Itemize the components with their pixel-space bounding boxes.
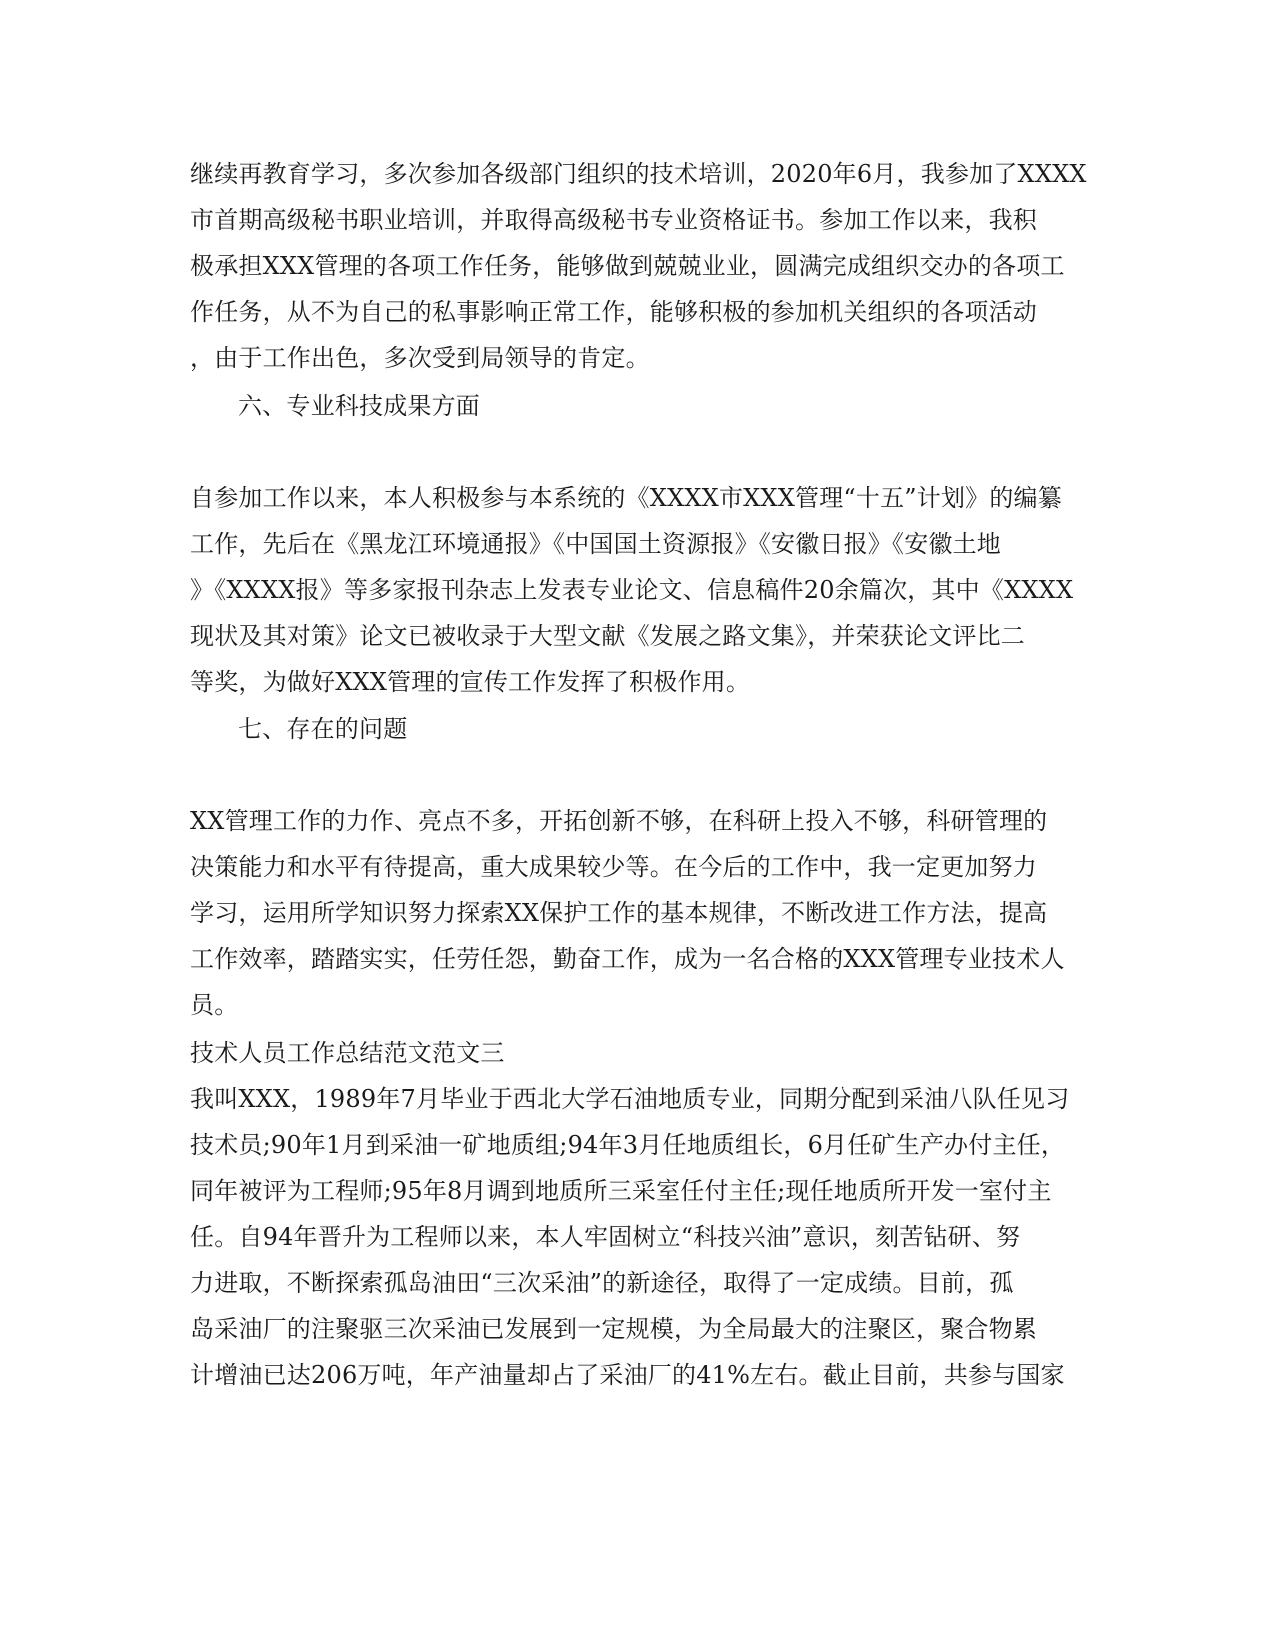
para4-line-7: 计增油已达206万吨，年产油量却占了采油厂的41%左右。截止目前，共参与国家 [190,1361,1065,1389]
para4-line-6: 岛采油厂的注聚驱三次采油已发展到一定规模，为全局最大的注聚区，聚合物累 [190,1315,1037,1343]
para4-line-5: 力进取，不断探索孤岛油田“三次采油”的新途径，取得了一定成绩。目前，孤 [190,1269,1014,1297]
section-title: 技术人员工作总结范文范文三 [190,1039,505,1067]
para4-line-1: 我叫XXX，1989年7月毕业于西北大学石油地质专业，同期分配到采油八队任见习 [190,1085,1070,1113]
para2-line-1: 自参加工作以来，本人积极参与本系统的《XXXX市XXX管理“十五”计划》的编纂 [190,484,1062,512]
para2-line-3: 》《XXXX报》等多家报刊杂志上发表专业论文、信息稿件20余篇次，其中《XXXX [190,576,1074,604]
para1-line-1: 继续再教育学习，多次参加各级部门组织的技术培训，2020年6月，我参加了XXXX [190,160,1087,188]
para4-line-4: 任。自94年晋升为工程师以来，本人牢固树立“科技兴油”意识，刻苦钻研、努 [190,1223,1021,1251]
para2-line-4: 现状及其对策》论文已被收录于大型文献《发展之路文集》，并荣获论文评比二 [190,622,1025,650]
para1-line-4: 作任务，从不为自己的私事影响正常工作，能够积极的参加机关组织的各项活动 [190,298,1037,326]
para3-line-1: XX管理工作的力作、亮点不多，开拓创新不够，在科研上投入不够，科研管理的 [190,807,1048,835]
para4-line-3: 同年被评为工程师;95年8月调到地质所三采室任付主任;现任地质所开发一室付主 [190,1177,1052,1205]
para3-line-4: 工作效率，踏踏实实，任劳任怨，勤奋工作，成为一名合格的XXX管理专业技术人 [190,945,1065,973]
para3-line-2: 决策能力和水平有待提高，重大成果较少等。在今后的工作中，我一定更加努力 [190,853,1037,881]
para2-line-5: 等奖，为做好XXX管理的宣传工作发挥了积极作用。 [190,668,751,696]
para3-line-5: 员。 [190,991,239,1019]
para3-line-3: 学习，运用所学知识努力探索XX保护工作的基本规律，不断改进工作方法，提高 [190,899,1048,927]
para2-line-2: 工作，先后在《黑龙江环境通报》《中国国土资源报》《安徽日报》《安徽土地 [190,530,1001,558]
section-heading-7: 七、存在的问题 [238,715,408,743]
para4-line-2: 技术员;90年1月到采油一矿地质组;94年3月任地质组长，6月任矿生产办付主任， [190,1131,1066,1159]
section-heading-6: 六、专业科技成果方面 [238,392,480,420]
para1-line-3: 极承担XXX管理的各项工作任务，能够做到兢兢业业，圆满完成组织交办的各项工 [190,252,1065,280]
para1-line-2: 市首期高级秘书职业培训，并取得高级秘书专业资格证书。参加工作以来，我积 [190,206,1037,234]
para1-line-5: ，由于工作出色，多次受到局领导的肯定。 [190,344,650,372]
